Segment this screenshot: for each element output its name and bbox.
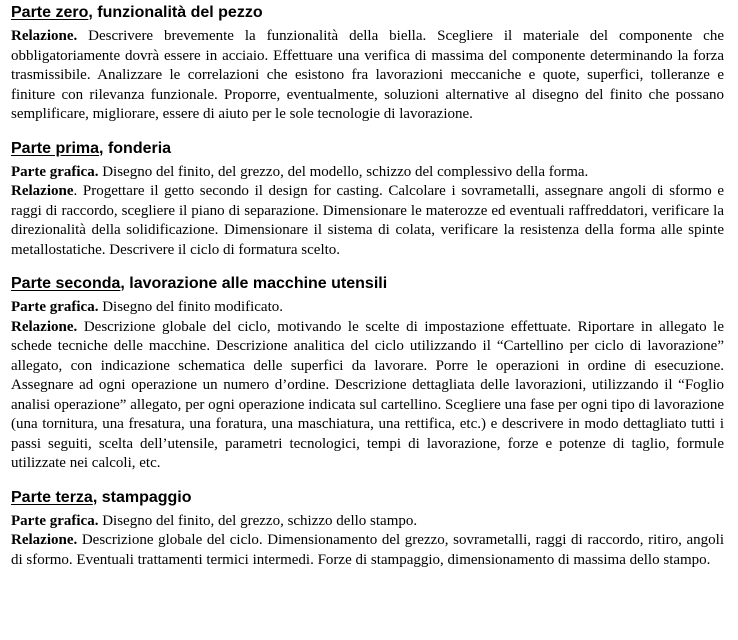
section-parte-prima [11, 139, 724, 261]
section-heading-rest: , fonderia [99, 139, 172, 157]
paragraph-text: Descrizione globale del ciclo. Dimensionamento del grezzo, sovrametalli, raggi di raccordo, ritiro, angoli di sformo. Eventuali trattamenti termici intermedi. Forze di stampaggio, dimensionamento di massima dello stampo. [11, 532, 724, 568]
section-heading-rest: , stampaggio [92, 488, 192, 506]
section-heading-underlined: Parte seconda [11, 275, 121, 292]
paragraph-label: Relazione [11, 183, 74, 199]
section-heading-rest: , lavorazione alle macchine utensili [120, 275, 388, 292]
section-heading-underlined: Parte terza [11, 488, 93, 506]
paragraph-label: Parte grafica. [11, 299, 99, 315]
paragraph-parte-grafica [11, 512, 724, 532]
paragraph-relazione [11, 318, 724, 474]
section-parte-zero [11, 3, 724, 125]
paragraph-text: Disegno del finito, del grezzo, schizzo dello stampo. [98, 512, 418, 529]
section-heading [11, 3, 724, 22]
paragraph-label: Parte grafica. [11, 512, 99, 529]
section-parte-terza [11, 488, 724, 571]
paragraph-text: . Progettare il getto secondo il design for casting. Calcolare i sovrametalli, assegnare angoli di sformo e raggi di raccordo, scegliere il piano di separazione. Dimensionare le materozze ed eventuali raffreddatori, verificare la direzionalità della solidificazione. Dimensionare il sistema di colata, verificare la resistenza della forma alle spinte metallostatiche. Descrivere il ciclo di formatura scelto. [11, 183, 724, 258]
section-parte-seconda [11, 274, 724, 474]
paragraph-text: Disegno del finito, del grezzo, del modello, schizzo del complessivo della forma. [98, 163, 589, 180]
paragraph-parte-grafica [11, 298, 724, 318]
paragraph-relazione [11, 531, 724, 570]
paragraph-relazione [11, 182, 724, 260]
paragraph-label: Relazione. [11, 318, 78, 335]
paragraph-label: Relazione. [11, 28, 78, 44]
paragraph-relazione [11, 27, 724, 125]
section-heading [11, 139, 724, 158]
paragraph-text: Disegno del finito modificato. [98, 299, 284, 315]
section-heading-rest: , funzionalità del pezzo [88, 4, 263, 21]
section-heading [11, 488, 724, 507]
paragraph-parte-grafica [11, 163, 724, 183]
paragraph-label: Relazione. [11, 532, 78, 548]
section-heading-underlined: Parte zero [11, 4, 89, 21]
section-heading-underlined: Parte prima [11, 139, 100, 157]
section-heading [11, 274, 724, 293]
paragraph-label: Parte grafica. [11, 163, 99, 180]
paragraph-text: Descrivere brevemente la funzionalità della biella. Scegliere il materiale del componente che obbligatoriamente dovrà essere in acciaio. Effettuare una verifica di massima del componente determinando la forza trasmissibile. Analizzare le correlazioni che esistono fra lavorazioni meccaniche e quote, superfici, tolleranze e finiture con rilevanza funzionale. Proporre, eventualmente, soluzioni alternative al disegno del finito che possano semplificare, migliorare, essere di aiuto per le sole tecnologie di lavorazione. [11, 28, 724, 122]
paragraph-text: Descrizione globale del ciclo, motivando le scelte di impostazione effettuate. Riportare in allegato le schede tecniche delle macchine. Descrizione analitica del ciclo utilizzando il “Cartellino per ciclo di lavorazione” allegato, con indicazione schematica delle superfici da lavorare. Porre le operazioni in ordine di esecuzione. Assegnare ad ogni operazione un numero d’ordine. Descrizione dettagliata delle lavorazioni, utilizzando il “Foglio analisi operazione” allegato, per ogni operazione indicata sul cartellino. Scegliere una fase per ogni tipo di lavorazione (una tornitura, una fresatura, una foratura, una maschiatura, una rettifica, etc.) e descrivere in modo dettagliato tutti i passi seguiti, scelta dell’utensile, parametri tecnologici, tempi di lavorazione, forze e potenze di taglio, formule utilizzate nei calcoli, etc. [11, 318, 724, 471]
